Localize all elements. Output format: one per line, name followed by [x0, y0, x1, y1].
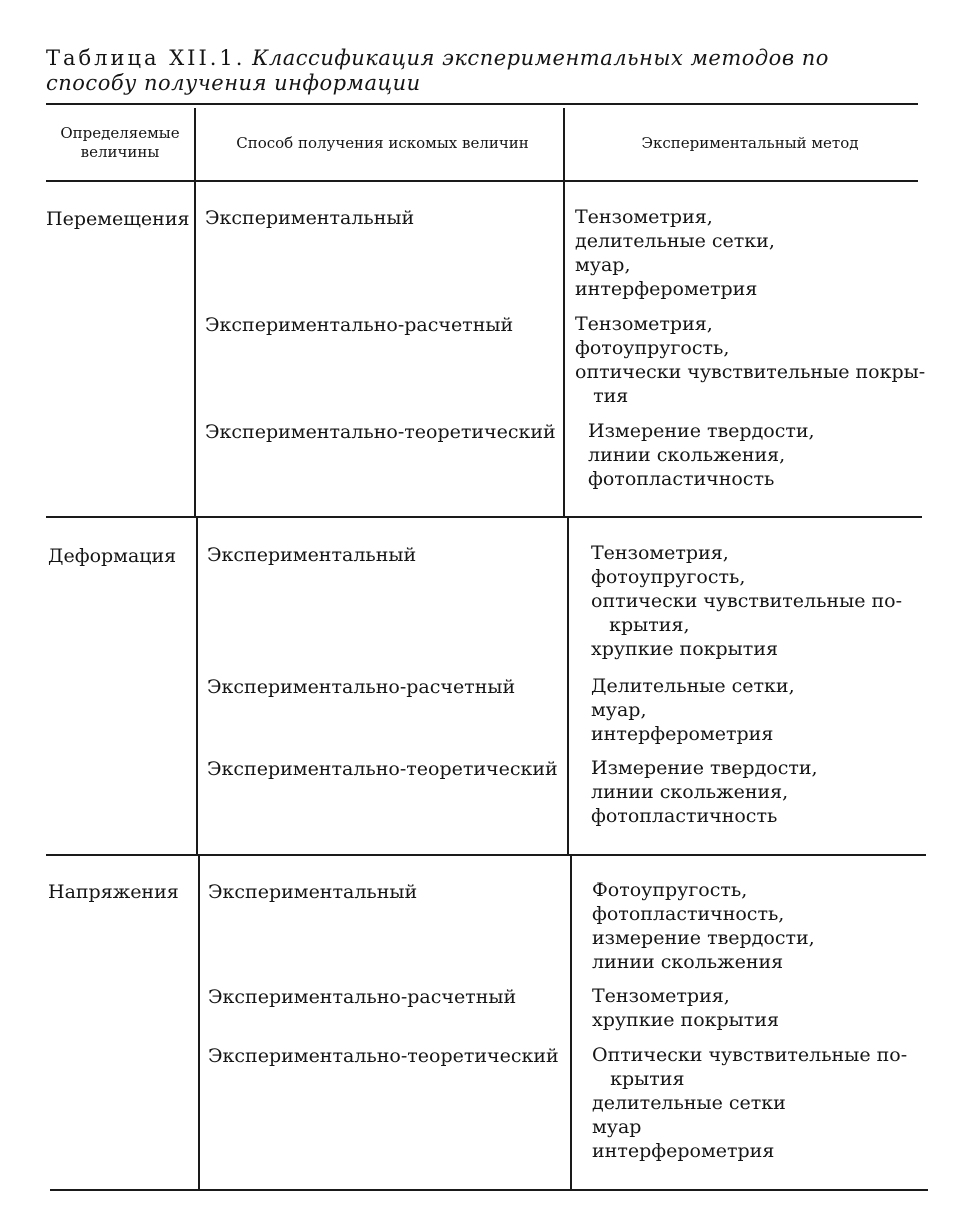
header-rule — [46, 180, 918, 182]
method-item: Измерение твердости, — [591, 757, 818, 779]
group-divider-2 — [46, 854, 926, 856]
caption-title: Классификация экспериментальных методов по способу получения информации — [46, 46, 829, 95]
quantity-label: Деформация — [48, 545, 177, 567]
column-divider-1 — [196, 518, 198, 854]
method-item: фотоупругость, — [591, 566, 746, 588]
method-list — [575, 205, 775, 301]
method-item: делительные сетки — [592, 1092, 786, 1114]
acquisition-way: Экспериментально-теоретический — [208, 1045, 559, 1067]
method-item: интерферометрия — [575, 278, 758, 300]
method-item: делительные сетки, — [575, 230, 775, 252]
column-divider-2 — [563, 108, 565, 518]
method-item: Тензометрия, — [575, 206, 713, 228]
caption-label: Таблица XII.1. — [46, 46, 246, 70]
method-item: крытия — [592, 1068, 685, 1090]
method-item: Фотоупругость, — [592, 879, 748, 901]
method-item: Измерение твердости, — [588, 420, 815, 442]
method-item: линии скольжения — [592, 951, 784, 973]
header-method: Экспериментальный метод — [641, 134, 859, 152]
method-item: крытия, — [591, 614, 690, 636]
method-item: муар, — [591, 699, 647, 721]
method-item: измерение твердости, — [592, 927, 815, 949]
method-list — [591, 541, 902, 661]
column-divider-2 — [570, 856, 572, 1189]
method-item: Тензометрия, — [575, 313, 713, 335]
table-caption — [46, 46, 926, 96]
method-item: муар, — [575, 254, 631, 276]
method-item: Тензометрия, — [591, 542, 729, 564]
acquisition-way: Экспериментально-расчетный — [207, 676, 516, 698]
acquisition-way: Экспериментально-теоретический — [205, 421, 556, 443]
quantity-label: Напряжения — [48, 881, 179, 903]
acquisition-way: Экспериментальный — [207, 544, 417, 566]
method-item: тия — [575, 385, 629, 407]
method-item: Оптически чувствительные по- — [592, 1044, 908, 1066]
method-item: интерферометрия — [592, 1140, 775, 1162]
method-list — [575, 312, 925, 408]
method-item: линии скольжения, — [591, 781, 789, 803]
method-item: линии скольжения, — [588, 444, 786, 466]
top-rule — [46, 103, 918, 105]
method-list — [592, 984, 779, 1032]
quantity-label: Перемещения — [46, 208, 190, 230]
acquisition-way: Экспериментально-расчетный — [208, 986, 517, 1008]
method-list — [592, 878, 815, 974]
header-way: Способ получения искомых величин — [236, 134, 529, 152]
method-item: оптически чувствительные по- — [591, 590, 903, 612]
acquisition-way: Экспериментальный — [208, 881, 418, 903]
column-divider-1 — [198, 856, 200, 1189]
group-divider-1 — [46, 516, 922, 518]
method-item: муар — [592, 1116, 642, 1138]
method-item: Делительные сетки, — [591, 675, 795, 697]
method-item: фотопластичность — [588, 468, 775, 490]
method-list — [592, 1043, 907, 1163]
method-item: хрупкие покрытия — [591, 638, 778, 660]
method-item: фотопластичность, — [592, 903, 785, 925]
method-item: оптически чувствительные покры- — [575, 361, 926, 383]
acquisition-way: Экспериментально-расчетный — [205, 314, 514, 336]
method-list — [588, 419, 815, 491]
acquisition-way: Экспериментальный — [205, 207, 415, 229]
method-item: фотопластичность — [591, 805, 778, 827]
method-list — [591, 756, 818, 828]
method-item: фотоупругость, — [575, 337, 730, 359]
method-item: хрупкие покрытия — [592, 1009, 779, 1031]
method-item: Тензометрия, — [592, 985, 730, 1007]
column-divider-2 — [567, 518, 569, 854]
method-item: интерферометрия — [591, 723, 774, 745]
bottom-rule — [50, 1189, 928, 1191]
header-quantities: Определяемые величины — [60, 124, 180, 161]
column-divider-1 — [194, 108, 196, 518]
acquisition-way: Экспериментально-теоретический — [207, 758, 558, 780]
method-list — [591, 674, 795, 746]
